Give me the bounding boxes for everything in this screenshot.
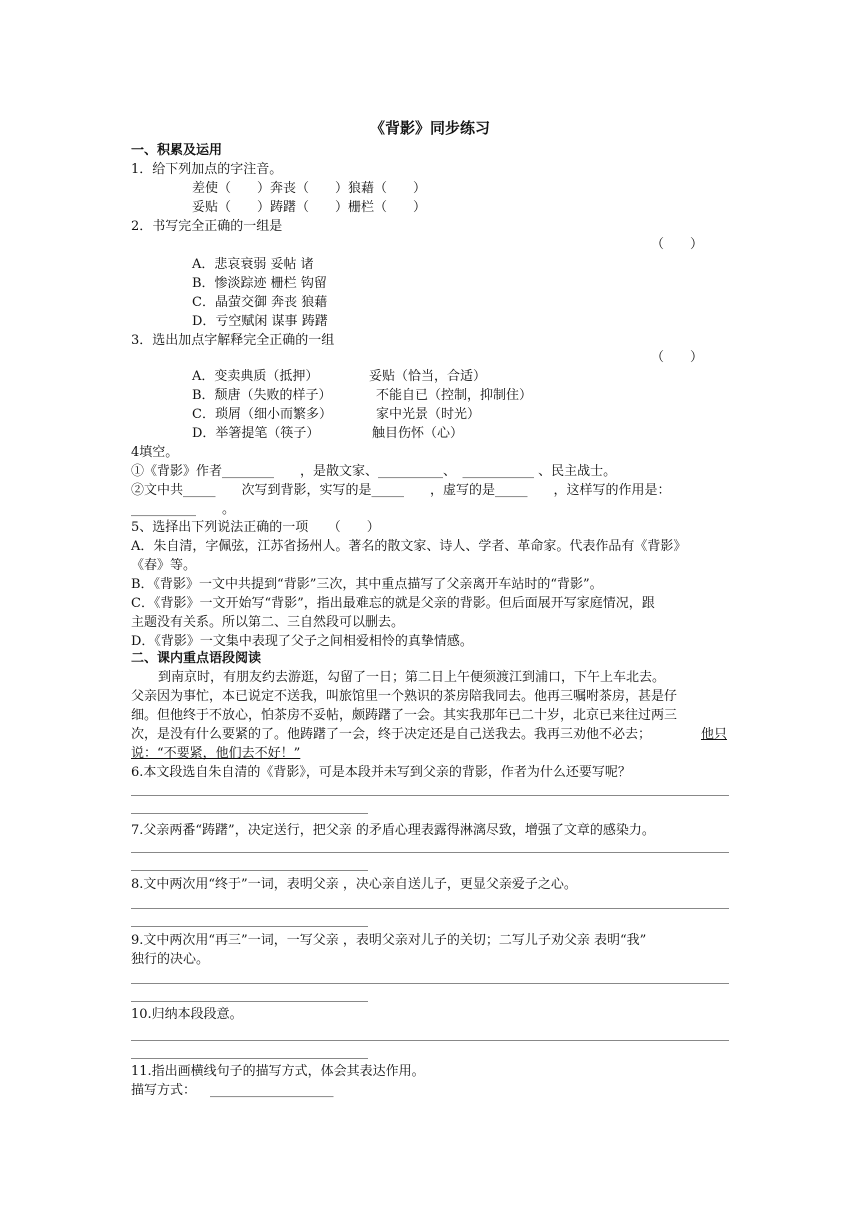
passage-line: 细。但他终于不放心，怕茶房不妥帖，颇踌躇了一会。其实我那年已二十岁，北京已来往过两三 xyxy=(131,708,678,723)
q3-option-b-right: 不能自已（控制，抑制住） xyxy=(376,388,533,403)
q3-option-c-left: C．琐屑（细小而繁多） xyxy=(192,407,332,422)
q5-option-a-line1: A．朱自清，字佩弦，江苏省扬州人。著名的散文家、诗人、学者、革命家。代表作品有《背影》 xyxy=(131,539,687,554)
q3-option-a-right: 妥贴（恰当，合适） xyxy=(369,369,487,384)
q9-stem: 9.文中两次用“再三”一词，一写父亲 ，表明父亲对儿子的关切；二写儿子劝父亲 表明“我” xyxy=(131,933,647,948)
answer-line[interactable] xyxy=(131,870,368,871)
page-title: 《背影》同步练习 xyxy=(369,119,490,137)
q5-stem: 5、选择出下列说法正确的一项 （ ） xyxy=(131,520,380,535)
q5-option-b: B．《背影》一文中共提到“背影”三次，其中重点描写了父亲离开车站时的“背影”。 xyxy=(131,577,603,592)
section1-heading: 一、积累及运用 xyxy=(131,143,223,158)
q5-option-d: D．《背影》一文集中表现了父子之间相爱相怜的真挚情感。 xyxy=(131,634,473,649)
q6-stem: 6.本文段选自朱自清的《背影》，可是本段并未写到父亲的背影，作者为什么还要写呢？ xyxy=(131,765,631,780)
q7-stem: 7.父亲两番“踌躇”，决定送行，把父亲 的矛盾心理表露得淋漓尽致，增强了文章的感染力。 xyxy=(131,823,655,838)
q3-bracket: （ ） xyxy=(651,350,704,365)
q3-option-c-right: 家中光景（时光） xyxy=(376,407,481,422)
q1-stem: 1．给下列加点的字注音。 xyxy=(131,162,283,177)
q4-line3: __________ 。 xyxy=(131,502,236,517)
answer-line[interactable] xyxy=(131,852,729,853)
q3-option-b-left: B．颓唐（失败的样子） xyxy=(192,388,332,403)
q4-stem: 4填空。 xyxy=(131,445,179,460)
q4-line1: ①《背影》作者________ ，是散文家、__________、 ___________ 、民主战士。 xyxy=(131,464,617,479)
q2-option-d: D．亏空赋闲 谋事 踌躇 xyxy=(192,314,328,329)
passage-line: 到南京时，有朋友约去游逛，勾留了一日；第二日上午便须渡江到浦口，下午上车北去。 xyxy=(158,670,666,685)
q2-stem: 2．书写完全正确的一组是 xyxy=(131,219,283,234)
answer-line[interactable] xyxy=(131,908,729,909)
answer-line[interactable] xyxy=(131,926,368,927)
q4-line2: ②文中共_____ 次写到背影，实写的是_____ ，虚写的是_____ ，这样写的作用是： xyxy=(131,483,671,498)
q8-stem: 8.文中两次用“终于”一词，表明父亲 ，决心亲自送儿子，更显父亲爱子之心。 xyxy=(131,877,577,892)
q3-option-d-left: D．举箸提笔（筷子） xyxy=(192,426,320,441)
section2-heading: 二、课内重点语段阅读 xyxy=(131,651,262,666)
q9-stem-cont: 独行的决心。 xyxy=(131,952,210,967)
q1-row1: 差使（ ）奔丧（ ）狼藉（ ） xyxy=(192,181,427,196)
answer-line[interactable] xyxy=(131,1001,368,1002)
q5-option-c-line2: 主题没有关系。所以第二、三自然段可以删去。 xyxy=(131,615,405,630)
answer-line[interactable] xyxy=(131,813,368,814)
answer-line[interactable] xyxy=(131,1040,729,1041)
q2-option-c: C．晶萤交御 奔丧 狼藉 xyxy=(192,295,328,310)
q2-option-a: A．悲哀衰弱 妥帖 诸 xyxy=(192,257,314,272)
q11-method-label: 描写方式： xyxy=(131,1083,197,1098)
passage-underlined-sentence: 他只 xyxy=(701,727,728,742)
passage-line: 父亲因为事忙，本已说定不送我，叫旅馆里一个熟识的茶房陪我同去。他再三嘱咐茶房，甚是仔 xyxy=(131,689,678,704)
q3-stem: 3．选出加点字解释完全正确的一组 xyxy=(131,333,335,348)
q5-option-c-line1: C．《背影》一文开始写“背影”，指出最难忘的就是父亲的背影。但后面展开写家庭情况，跟 xyxy=(131,596,655,611)
answer-line[interactable] xyxy=(131,1058,368,1059)
q2-bracket: （ ） xyxy=(651,237,704,252)
passage-underlined-sentence: 说：“不要紧，他们去不好！” xyxy=(131,746,301,761)
answer-line[interactable] xyxy=(131,795,729,796)
q1-row2: 妥贴（ ）踌躇（ ）栅栏（ ） xyxy=(192,200,427,215)
q5-option-a-line2: 《春》等。 xyxy=(131,558,197,573)
passage-line: 次，是没有什么要紧的了。他踌躇了一会，终于决定还是自己送我去。我再三劝他不必去； xyxy=(131,727,652,742)
q10-stem: 10.归纳本段段意。 xyxy=(131,1007,243,1022)
q3-option-a-left: A．变卖典质（抵押） xyxy=(192,369,319,384)
answer-line[interactable] xyxy=(131,983,729,984)
q3-option-d-right: 触目伤怀（心） xyxy=(372,426,464,441)
q11-method-blank[interactable]: ___________________ xyxy=(210,1083,334,1098)
q2-option-b: B．惨淡踪迹 栅栏 钩留 xyxy=(192,276,327,291)
q11-stem: 11.指出画横线句子的描写方式，体会其表达作用。 xyxy=(131,1064,425,1079)
